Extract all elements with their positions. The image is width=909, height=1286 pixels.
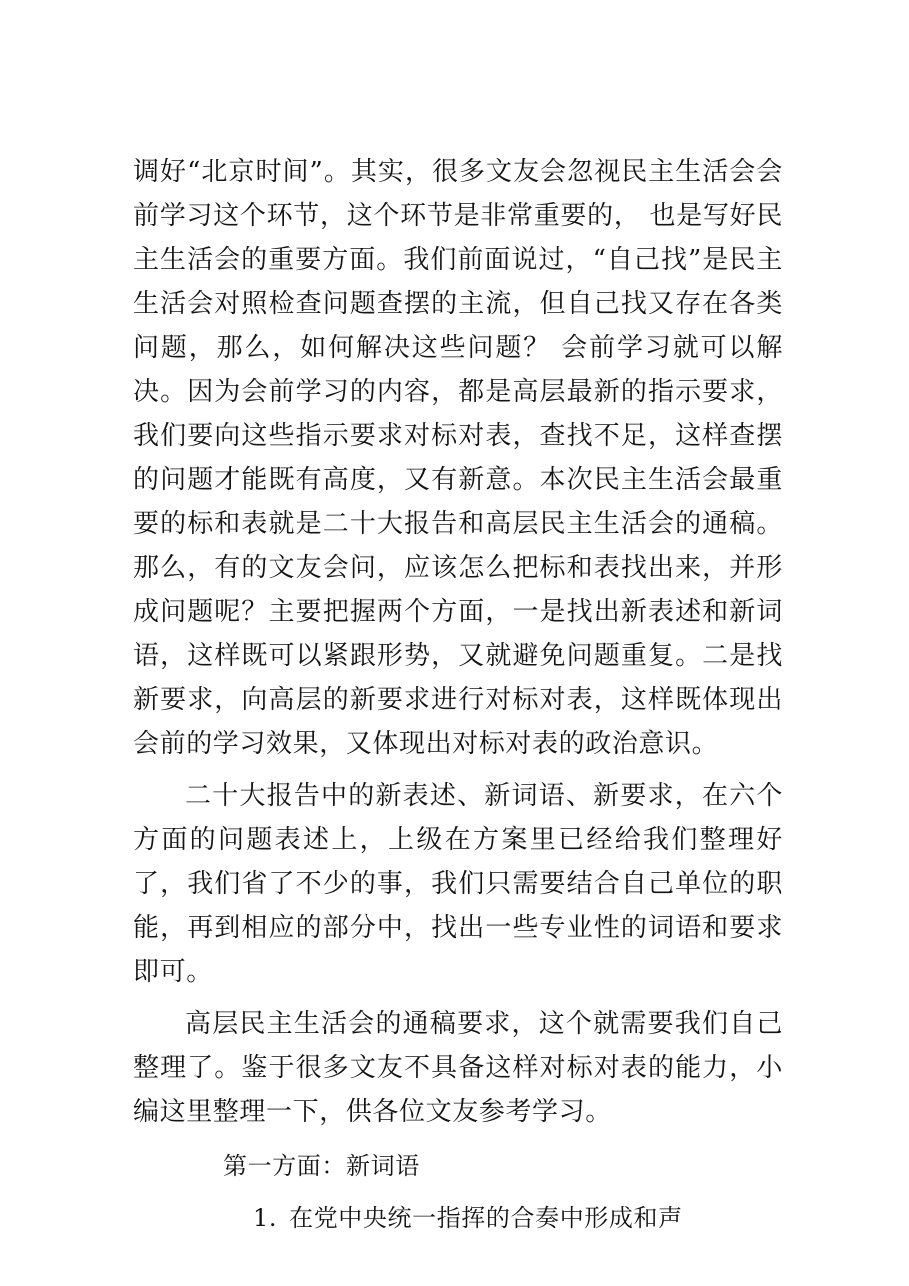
list-item-text: 在党中央统一指挥的合奏中形成和声	[289, 1204, 683, 1232]
list-item-number: 1.	[253, 1204, 278, 1232]
section-heading: 第一方面：新词语	[223, 1152, 420, 1180]
paragraph-3: 高层民主生活会的通稿要求，这个就需要我们自己整理了。鉴于很多文友不具备这样对标对表的能力，小编这里整理一下，供各位文友参考学习。	[133, 1009, 783, 1127]
paragraph-1: 调好“北京时间”。其实，很多文友会忽视民主生活会会前学习这个环节，这个环节是非常重要的， 也是写好民主生活会的重要方面。我们前面说过，“自己找”是民主生活会对照检查问题查摆的主流，但自己找又存在各类问题，那么，如何解决这些问题？ 会前学习就可以解决。因为会前学习的内容，都是高层最新的指示要求，我们要向这些指示要求对标对表，查找不足，这样查摆的问题才能既有高度，又有新意。本次民主生活会最重要的标和表就是二十大报告和高层民主生活会的通稿。那么，有的文友会问，应该怎么把标和表找出来，并形成问题呢？主要把握两个方面，一是找出新表述和新词语，这样既可以紧跟形势，又就避免问题重复。二是找新要求，向高层的新要求进行对标对表，这样既体现出会前的学习效果，又体现出对标对表的政治意识。	[133, 157, 783, 759]
paragraph-2: 二十大报告中的新表述、新词语、新要求，在六个方面的问题表述上，上级在方案里已经给我们整理好了，我们省了不少的事，我们只需要结合自己单位的职能，再到相应的部分中，找出一些专业性的词语和要求即可。	[133, 781, 783, 987]
list-item	[133, 1196, 783, 1240]
document-body	[133, 150, 783, 1240]
